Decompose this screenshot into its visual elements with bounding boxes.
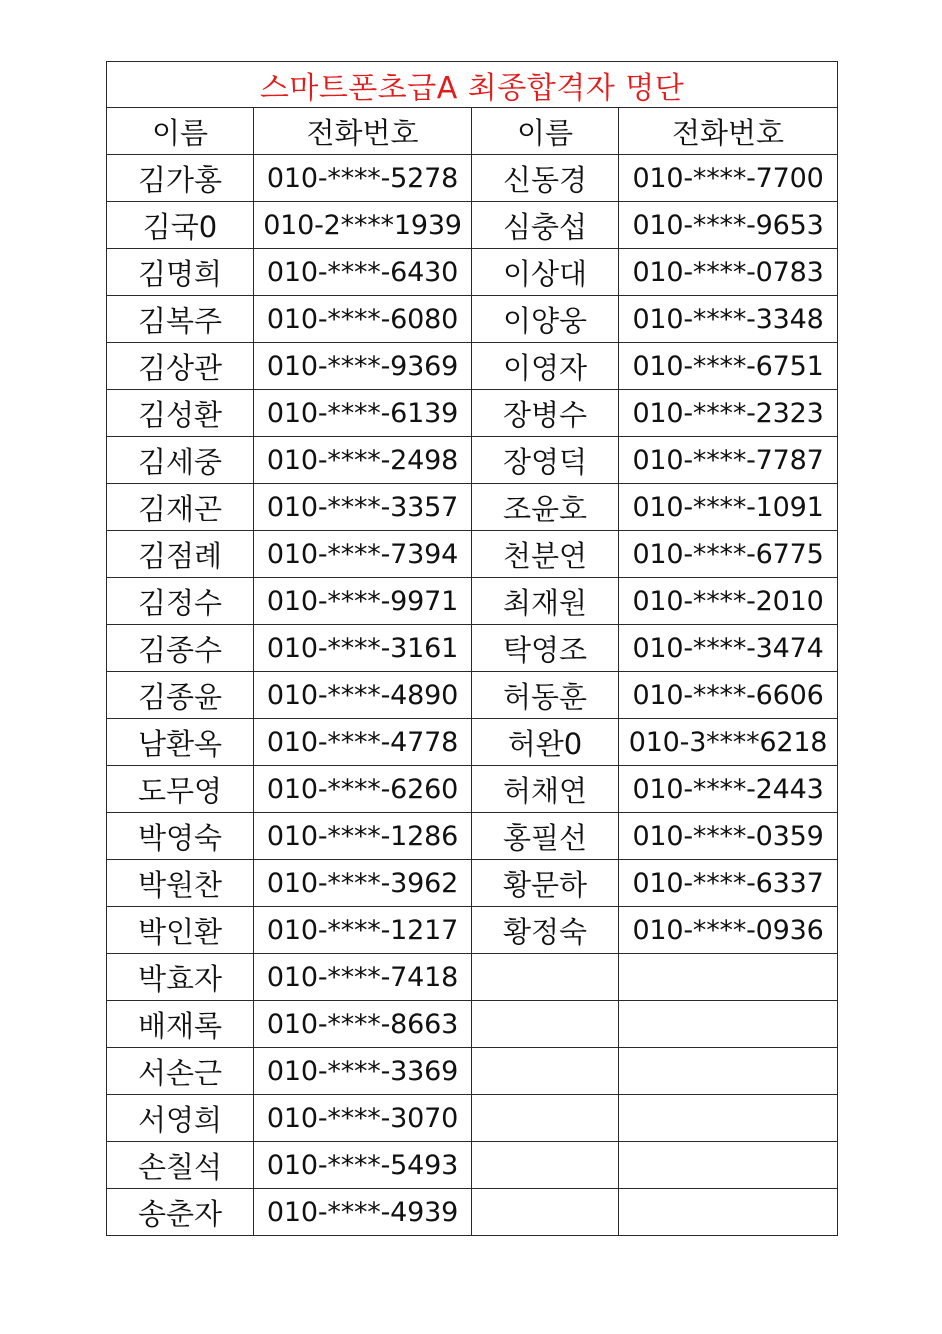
- cell-phone-right: 010-****-1091: [619, 484, 838, 531]
- table-row: [107, 578, 838, 625]
- cell-phone-left: 010-****-6139: [254, 390, 472, 437]
- cell-phone-left: 010-****-3357: [254, 484, 472, 531]
- cell-name-right: [472, 954, 619, 1001]
- cell-phone-right: 010-****-3474: [619, 625, 838, 672]
- cell-phone-left: 010-****-7418: [254, 954, 472, 1001]
- cell-name-left: 김복주: [107, 296, 254, 343]
- cell-name-right: 이상대: [472, 249, 619, 296]
- cell-phone-right: 010-****-7700: [619, 155, 838, 202]
- table-row: [107, 202, 838, 249]
- cell-phone-right: 010-****-7787: [619, 437, 838, 484]
- column-header-phone-left: 전화번호: [254, 108, 472, 155]
- table-row: [107, 813, 838, 860]
- cell-phone-right: 010-****-0359: [619, 813, 838, 860]
- cell-phone-left: 010-****-1217: [254, 907, 472, 954]
- cell-phone-left: 010-****-5278: [254, 155, 472, 202]
- cell-name-right: [472, 1189, 619, 1236]
- cell-phone-right: 010-****-6751: [619, 343, 838, 390]
- cell-phone-right: 010-****-2443: [619, 766, 838, 813]
- cell-name-left: 김재곤: [107, 484, 254, 531]
- cell-name-right: 심충섭: [472, 202, 619, 249]
- table-row: [107, 531, 838, 578]
- cell-name-right: [472, 1001, 619, 1048]
- cell-name-left: 송춘자: [107, 1189, 254, 1236]
- table-row: [107, 155, 838, 202]
- cell-phone-left: 010-****-7394: [254, 531, 472, 578]
- table-row: [107, 860, 838, 907]
- table-row: [107, 1001, 838, 1048]
- title-row: [107, 62, 838, 108]
- document-title: 스마트폰초급A 최종합격자 명단: [107, 62, 838, 108]
- cell-name-right: 홍필선: [472, 813, 619, 860]
- cell-phone-left: 010-****-3369: [254, 1048, 472, 1095]
- cell-phone-left: 010-****-8663: [254, 1001, 472, 1048]
- cell-name-right: 천분연: [472, 531, 619, 578]
- cell-name-left: 도무영: [107, 766, 254, 813]
- cell-phone-right: 010-****-2323: [619, 390, 838, 437]
- cell-name-right: 장영덕: [472, 437, 619, 484]
- cell-phone-left: 010-****-6080: [254, 296, 472, 343]
- cell-phone-left: 010-****-5493: [254, 1142, 472, 1189]
- cell-phone-right: 010-****-3348: [619, 296, 838, 343]
- cell-phone-left: 010-****-6260: [254, 766, 472, 813]
- cell-name-right: [472, 1048, 619, 1095]
- cell-phone-left: 010-****-3161: [254, 625, 472, 672]
- cell-name-left: 김명희: [107, 249, 254, 296]
- table-row: [107, 625, 838, 672]
- cell-phone-left: 010-****-4890: [254, 672, 472, 719]
- cell-phone-right: 010-****-2010: [619, 578, 838, 625]
- table-row: [107, 954, 838, 1001]
- table-row: [107, 484, 838, 531]
- table-row: [107, 390, 838, 437]
- column-header-name-left: 이름: [107, 108, 254, 155]
- cell-phone-right: 010-****-6606: [619, 672, 838, 719]
- cell-name-left: 박효자: [107, 954, 254, 1001]
- cell-name-right: 허완0: [472, 719, 619, 766]
- cell-phone-right: 010-****-0936: [619, 907, 838, 954]
- cell-name-right: 조윤호: [472, 484, 619, 531]
- cell-name-left: 김종수: [107, 625, 254, 672]
- cell-phone-right: 010-****-9653: [619, 202, 838, 249]
- cell-name-left: 김점례: [107, 531, 254, 578]
- table-row: [107, 1048, 838, 1095]
- cell-name-left: 박영숙: [107, 813, 254, 860]
- cell-name-right: 탁영조: [472, 625, 619, 672]
- table-row: [107, 437, 838, 484]
- cell-phone-right: [619, 1095, 838, 1142]
- cell-name-left: 김성환: [107, 390, 254, 437]
- cell-name-left: 손칠석: [107, 1142, 254, 1189]
- cell-name-left: 남환옥: [107, 719, 254, 766]
- table-row: [107, 249, 838, 296]
- roster-body: [107, 62, 838, 1236]
- table-row: [107, 343, 838, 390]
- cell-name-right: 최재원: [472, 578, 619, 625]
- cell-phone-left: 010-****-9971: [254, 578, 472, 625]
- table-row: [107, 1095, 838, 1142]
- cell-name-left: 박원찬: [107, 860, 254, 907]
- cell-phone-left: 010-****-4778: [254, 719, 472, 766]
- cell-phone-right: 010-****-6337: [619, 860, 838, 907]
- table-row: [107, 1189, 838, 1236]
- cell-name-right: 이영자: [472, 343, 619, 390]
- cell-phone-right: [619, 1189, 838, 1236]
- cell-name-right: [472, 1095, 619, 1142]
- cell-phone-left: 010-****-2498: [254, 437, 472, 484]
- roster-table: [106, 61, 838, 1236]
- cell-name-right: 황문하: [472, 860, 619, 907]
- table-row: [107, 672, 838, 719]
- table-row: [107, 766, 838, 813]
- cell-name-left: 김가홍: [107, 155, 254, 202]
- cell-name-right: 이양웅: [472, 296, 619, 343]
- cell-name-left: 김정수: [107, 578, 254, 625]
- cell-name-right: 황정숙: [472, 907, 619, 954]
- cell-name-left: 배재록: [107, 1001, 254, 1048]
- cell-phone-right: 010-****-0783: [619, 249, 838, 296]
- cell-name-left: 김종윤: [107, 672, 254, 719]
- cell-name-left: 서손근: [107, 1048, 254, 1095]
- cell-phone-left: 010-****-6430: [254, 249, 472, 296]
- header-row: [107, 108, 838, 155]
- cell-name-right: 장병수: [472, 390, 619, 437]
- cell-phone-left: 010-2****1939: [254, 202, 472, 249]
- column-header-phone-right: 전화번호: [619, 108, 838, 155]
- cell-name-right: 허채연: [472, 766, 619, 813]
- cell-name-left: 김세중: [107, 437, 254, 484]
- cell-phone-right: [619, 1001, 838, 1048]
- cell-phone-left: 010-****-1286: [254, 813, 472, 860]
- cell-name-left: 박인환: [107, 907, 254, 954]
- cell-phone-left: 010-****-3070: [254, 1095, 472, 1142]
- cell-phone-right: [619, 1048, 838, 1095]
- column-header-name-right: 이름: [472, 108, 619, 155]
- cell-phone-right: 010-3****6218: [619, 719, 838, 766]
- cell-name-left: 김국0: [107, 202, 254, 249]
- cell-phone-right: [619, 954, 838, 1001]
- cell-name-right: 허동훈: [472, 672, 619, 719]
- table-row: [107, 719, 838, 766]
- table-row: [107, 1142, 838, 1189]
- cell-phone-right: 010-****-6775: [619, 531, 838, 578]
- cell-phone-left: 010-****-4939: [254, 1189, 472, 1236]
- cell-phone-right: [619, 1142, 838, 1189]
- cell-name-left: 김상관: [107, 343, 254, 390]
- table-row: [107, 907, 838, 954]
- table-row: [107, 296, 838, 343]
- cell-phone-left: 010-****-9369: [254, 343, 472, 390]
- cell-name-right: [472, 1142, 619, 1189]
- cell-name-right: 신동경: [472, 155, 619, 202]
- cell-phone-left: 010-****-3962: [254, 860, 472, 907]
- cell-name-left: 서영희: [107, 1095, 254, 1142]
